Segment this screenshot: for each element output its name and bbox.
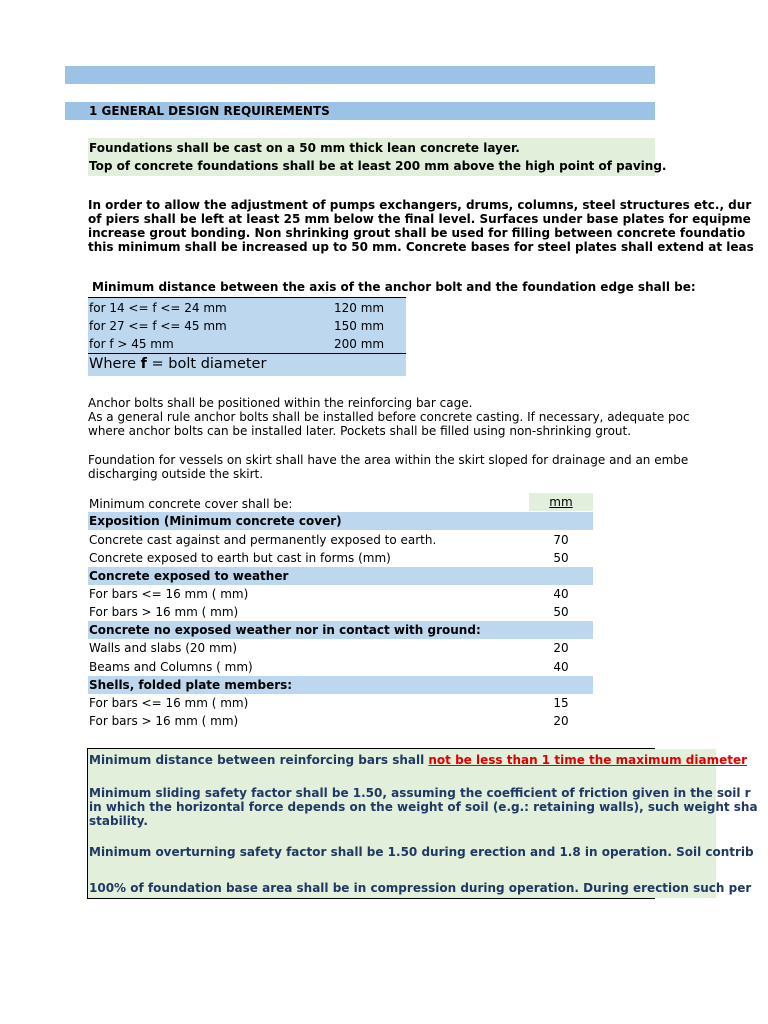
bolt-note-symbol: f (140, 356, 147, 372)
anchor-table-divider (88, 353, 406, 354)
sliding-requirement (89, 786, 758, 828)
adjustment-line-3: increase grout bonding. Non shrinking grout shall be used for filling between concrete foundatio (88, 226, 746, 240)
skirt-line-2: discharging outside the skirt. (88, 467, 264, 481)
requirements-box (87, 748, 758, 899)
overturning-requirement: Minimum overturning safety factor shall be 1.50 during erection and 1.8 in operation. Soil contrib (89, 845, 754, 859)
cover-table-title: Minimum concrete cover shall be: (89, 497, 293, 511)
cover-row-value: 40 (553, 587, 569, 601)
anchor-row-1-value: 120 mm (334, 301, 385, 315)
cover-row-label: Concrete cast against and permanently exposed to earth. (89, 533, 437, 547)
bolt-note-prefix: Where (89, 356, 141, 372)
section-title-text: 1 GENERAL DESIGN REQUIREMENTS (89, 104, 330, 118)
cover-row-value: 70 (553, 533, 569, 547)
cover-row-value: 20 (553, 714, 569, 728)
skirt-line-1: Foundation for vessels on skirt shall have the area within the skirt sloped for drainage and an embe (88, 453, 689, 467)
foundation-note-1: Foundations shall be cast on a 50 mm thick lean concrete layer. (89, 141, 520, 155)
sliding-line-2: in which the horizontal force depends on the weight of soil (e.g.: retaining walls), such weight sha (89, 800, 758, 814)
cover-row-value: 40 (553, 660, 569, 674)
foundation-note-2: Top of concrete foundations shall be at least 200 mm above the high point of paving. (89, 159, 667, 173)
cover-row-value: 15 (553, 696, 569, 710)
anchor-distance-heading: Minimum distance between the axis of the anchor bolt and the foundation edge shall be: (92, 280, 696, 294)
anchor-row-2-range: for 27 <= f <= 45 mm (89, 319, 227, 333)
cover-group-2-label: Concrete exposed to weather (89, 569, 289, 583)
anchor-line-2: As a general rule anchor bolts shall be installed before concrete casting. If necessary, adequate poc (88, 410, 690, 424)
cover-group-3-label: Concrete no exposed weather nor in contact with ground: (89, 623, 481, 637)
sliding-line-1: Minimum sliding safety factor shall be 1.50, assuming the coefficient of friction given in the soil r (89, 786, 751, 800)
cover-group-header (88, 512, 593, 530)
cover-row-label: Beams and Columns ( mm) (89, 660, 253, 674)
cover-group-header (88, 676, 593, 694)
bars-requirement-highlight: not be less than 1 time the maximum diameter (428, 753, 748, 767)
cover-row-label: For bars <= 16 mm ( mm) (89, 587, 249, 601)
skirt-paragraph (88, 453, 689, 483)
cover-row-value: 50 (553, 605, 569, 619)
bars-requirement-text: Minimum distance between reinforcing bars shall (89, 753, 429, 767)
anchor-paragraph (88, 396, 690, 440)
cover-row-label: Concrete exposed to earth but cast in forms (mm) (89, 551, 391, 565)
cover-unit: mm (549, 495, 573, 509)
sliding-line-3: stability. (89, 814, 148, 828)
header-band (65, 66, 655, 84)
anchor-row-2-value: 150 mm (334, 319, 385, 333)
adjustment-paragraph (88, 198, 754, 256)
anchor-row-3-value: 200 mm (334, 337, 385, 351)
adjustment-line-4: this minimum shall be increased up to 50 mm. Concrete bases for steel plates shall extend at leas (88, 240, 754, 254)
cover-group-4-label: Shells, folded plate members: (89, 678, 293, 692)
anchor-line-3: where anchor bolts can be installed later. Pockets shall be filled using non-shrinking grout. (88, 424, 632, 438)
cover-row-label: For bars > 16 mm ( mm) (89, 714, 239, 728)
adjustment-line-1: In order to allow the adjustment of pumps exchangers, drums, columns, steel structures etc., dur (88, 198, 752, 212)
cover-group-header (88, 567, 593, 585)
bolt-diameter-note (89, 356, 266, 372)
anchor-row-3-range: for f > 45 mm (89, 337, 174, 351)
compression-requirement: 100% of foundation base area shall be in compression during operation. During erection such per (89, 881, 752, 895)
cover-row-label: Walls and slabs (20 mm) (89, 641, 238, 655)
cover-unit-cell (529, 493, 593, 511)
cover-group-header (88, 621, 593, 639)
bolt-note-suffix: = bolt diameter (146, 356, 267, 372)
adjustment-line-2: of piers shall be left at least 25 mm below the final level. Surfaces under base plates for equipme (88, 212, 751, 226)
cover-row-label: For bars <= 16 mm ( mm) (89, 696, 249, 710)
cover-row-value: 50 (553, 551, 569, 565)
cover-row-label: For bars > 16 mm ( mm) (89, 605, 239, 619)
anchor-row-1-range: for 14 <= f <= 24 mm (89, 301, 227, 315)
cover-group-1-label: Exposition (Minimum concrete cover) (89, 514, 342, 528)
bars-requirement (89, 753, 747, 767)
section-title (65, 102, 655, 120)
anchor-line-1: Anchor bolts shall be positioned within the reinforcing bar cage. (88, 396, 473, 410)
anchor-distance-table (88, 297, 406, 376)
cover-row-value: 20 (553, 641, 569, 655)
